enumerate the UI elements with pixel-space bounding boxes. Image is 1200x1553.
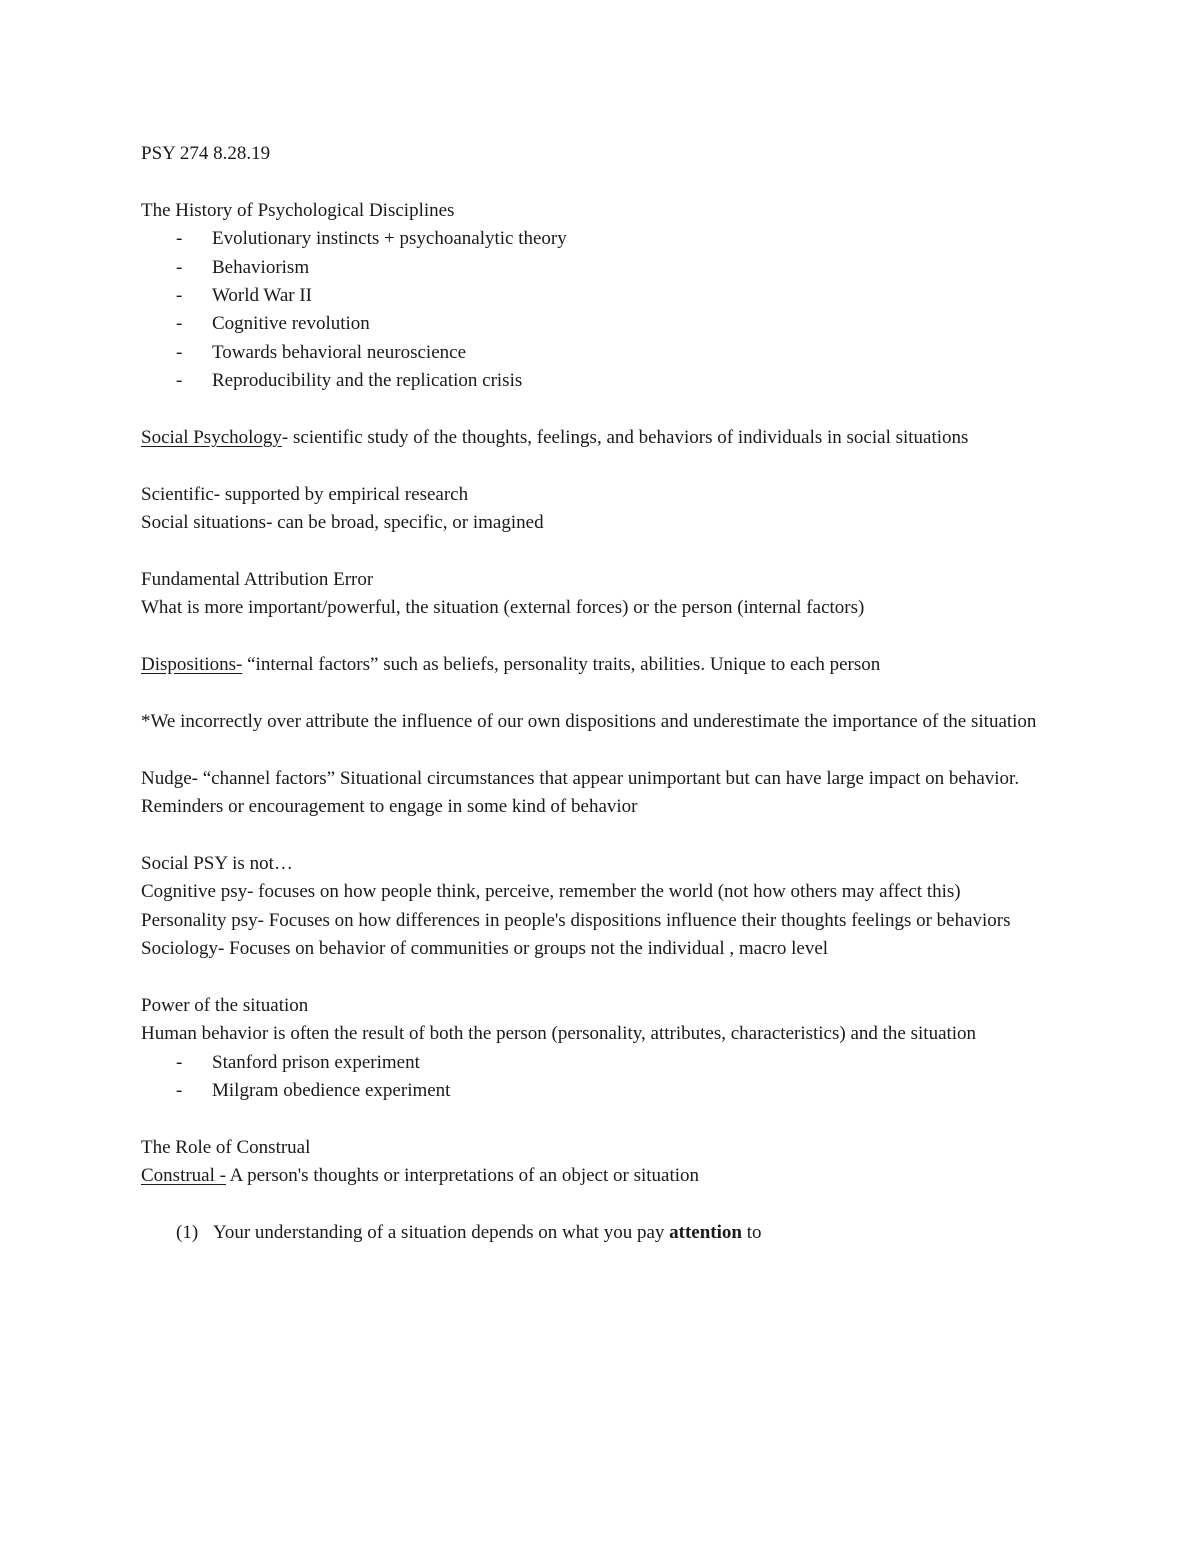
list-item: - Evolutionary instincts + psychoanalytic theory <box>141 225 1061 253</box>
header-line: PSY 274 8.28.19 <box>141 143 271 164</box>
nudge-definition: Nudge- “channel factors” Situational circumstances that appear unimportant but can have large impact on behavior. Reminders or encouragement to engage in some kind of behavior <box>141 767 1020 818</box>
history-title: The History of Psychological Disciplines <box>141 199 455 221</box>
list-item: - Stanford prison experiment <box>141 1049 1061 1077</box>
bullet-dash: - <box>176 1051 183 1073</box>
scientific-line: Scientific- supported by empirical research <box>141 483 469 505</box>
bullet-dash: - <box>176 285 183 307</box>
bullet-dash: - <box>176 1080 183 1102</box>
point-number: (1) <box>176 1222 199 1244</box>
cognitive-psy-line: Cognitive psy- focuses on how people think, perceive, remember the world (not how others may affect this) <box>141 881 961 903</box>
list-item: - Milgram obedience experiment <box>141 1077 1061 1105</box>
history-list <box>141 225 1061 395</box>
list-item: - Cognitive revolution <box>141 310 1061 338</box>
construal-definition: Construal - A person's thoughts or interpretations of an object or situation <box>141 1165 700 1187</box>
fae-title: Fundamental Attribution Error <box>141 569 374 591</box>
construal-title: The Role of Construal <box>141 1137 311 1159</box>
construal-term: Construal - <box>141 1165 226 1187</box>
bullet-dash: - <box>176 341 183 363</box>
personality-psy-line: Personality psy- Focuses on how differences in people's dispositions influence their thoughts feelings or behaviors <box>141 909 1011 931</box>
emphasis-word: attention <box>669 1222 742 1244</box>
power-text: Human behavior is often the result of both the person (personality, attributes, characteristics) and the situation <box>141 1023 977 1045</box>
not-section-title: Social PSY is not… <box>141 853 293 875</box>
construal-points <box>141 1219 1061 1247</box>
power-title: Power of the situation <box>141 995 309 1017</box>
social-psychology-definition: Social Psychology- scientific study of the thoughts, feelings, and behaviors of individuals in social situations <box>141 427 969 449</box>
social-situations-line: Social situations- can be broad, specific, or imagined <box>141 512 544 534</box>
dispositions-term: Dispositions- <box>141 654 243 676</box>
fae-question: What is more important/powerful, the situation (external forces) or the person (internal factors) <box>141 597 865 619</box>
list-item: - World War II <box>141 282 1061 310</box>
power-list <box>141 1049 1061 1106</box>
document-body <box>141 140 1061 1248</box>
bullet-dash: - <box>176 256 183 278</box>
social-psychology-term: Social Psychology <box>141 427 282 449</box>
dispositions-definition: Dispositions- “internal factors” such as beliefs, personality traits, abilities. Unique to each person <box>141 654 881 676</box>
bullet-dash: - <box>176 370 183 392</box>
list-item: - Reproducibility and the replication crisis <box>141 367 1061 395</box>
list-item: - Behaviorism <box>141 254 1061 282</box>
list-item: (1) Your understanding of a situation depends on what you pay attention to <box>141 1219 1061 1247</box>
bullet-dash: - <box>176 228 183 250</box>
bullet-dash: - <box>176 313 183 335</box>
sociology-line: Sociology- Focuses on behavior of communities or groups not the individual , macro level <box>141 938 829 960</box>
list-item: - Towards behavioral neuroscience <box>141 339 1061 367</box>
attribution-note: *We incorrectly over attribute the influence of our own dispositions and underestimate the importance of the situation <box>141 711 1037 733</box>
